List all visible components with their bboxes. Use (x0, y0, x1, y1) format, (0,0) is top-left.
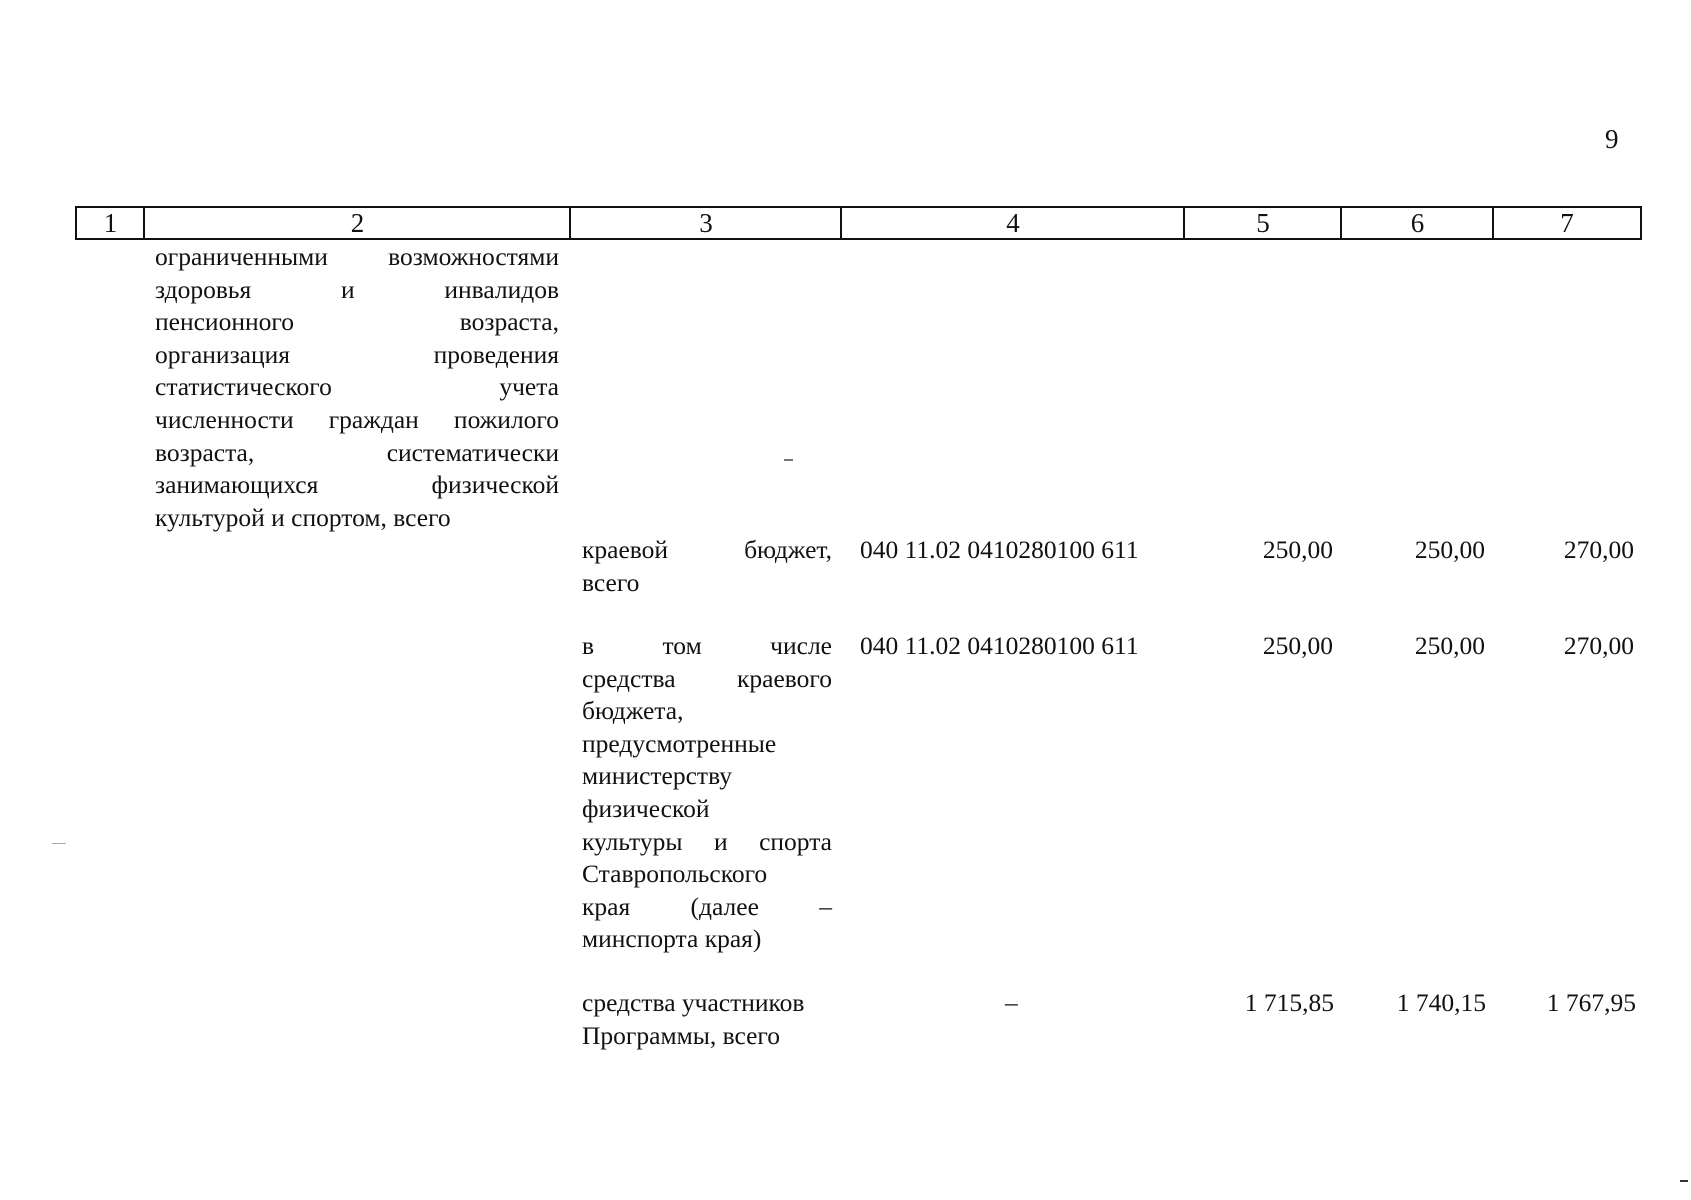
source-line: предусмотренные (582, 728, 777, 758)
row-description (155, 241, 559, 534)
description-line: ограниченными возможностями (155, 242, 559, 271)
budget-code: 040 11.02 0410280100 611 (860, 535, 1139, 564)
value-col-5: 250,00 (1262, 535, 1333, 564)
description-line: возраста, систематически (155, 437, 559, 467)
value-col-5: 250,00 (1262, 631, 1333, 660)
description-line: численности граждан пожилого (155, 404, 559, 434)
row-source (582, 534, 832, 599)
budget-code: 040 11.02 0410280100 611 (860, 631, 1139, 660)
value-col-7: 270,00 (1563, 631, 1634, 660)
source-line: физической (582, 793, 710, 823)
margin-mark (52, 843, 66, 844)
value-col-6: 1 740,15 (1396, 988, 1486, 1017)
source-line: культуры и спорта (582, 826, 832, 856)
description-line: культурой и спортом, всего (155, 502, 451, 532)
header-col-4: 4 (840, 206, 1184, 240)
header-col-2: 2 (143, 206, 570, 240)
page-number: 9 (1605, 124, 1619, 154)
header-col-7: 7 (1492, 206, 1642, 240)
source-line: средства участников (582, 988, 805, 1017)
corner-mark (1680, 1180, 1688, 1182)
value-col-7: 1 767,95 (1546, 988, 1636, 1017)
value-col-5: 1 715,85 (1244, 988, 1334, 1017)
description-line: здоровья и инвалидов (155, 274, 559, 304)
description-line: статистического учета (155, 372, 559, 402)
source-line: минспорта края) (582, 924, 762, 954)
source-line: всего (582, 567, 640, 597)
description-line: занимающихся физической (155, 470, 559, 500)
header-col-1: 1 (75, 206, 144, 240)
header-col-3: 3 (569, 206, 841, 240)
header-col-5: 5 (1183, 206, 1341, 240)
source-line: министерству (582, 761, 732, 791)
header-col-6: 6 (1340, 206, 1493, 240)
source-line: Ставропольского (582, 859, 768, 889)
description-line: организация проведения (155, 339, 559, 369)
budget-code: – (1005, 988, 1018, 1017)
row-source (582, 987, 842, 1052)
stray-mark (784, 459, 793, 461)
description-line: пенсионного возраста, (155, 307, 559, 337)
source-line: Программы, всего (582, 1020, 781, 1050)
source-line: средства краевого (582, 663, 832, 693)
row-source (582, 630, 832, 956)
source-line: в том числе (582, 631, 832, 660)
value-col-7: 270,00 (1563, 535, 1634, 564)
value-col-6: 250,00 (1414, 631, 1485, 660)
source-line: края (далее – (582, 891, 832, 921)
source-line: краевой бюджет, (582, 535, 832, 564)
source-line: бюджета, (582, 696, 684, 726)
value-col-6: 250,00 (1414, 535, 1485, 564)
